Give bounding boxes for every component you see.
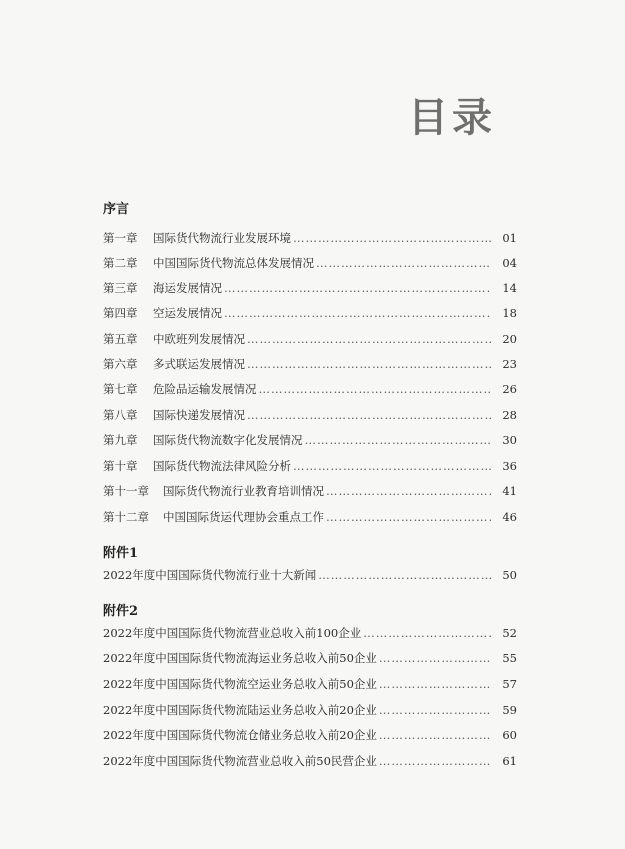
toc-entry-appendix2-6[interactable] bbox=[103, 752, 517, 770]
chapter-number: 第八章 bbox=[103, 408, 138, 422]
dot-leader bbox=[326, 482, 491, 500]
chapter-title: 中国国际货运代理协会重点工作 bbox=[163, 510, 324, 524]
page-number: 46 bbox=[502, 510, 517, 524]
chapter-title: 国际快递发展情况 bbox=[153, 408, 245, 422]
dot-leader bbox=[326, 508, 491, 526]
page-number: 01 bbox=[502, 231, 517, 245]
dot-leader bbox=[247, 355, 491, 373]
chapter-title: 空运发展情况 bbox=[153, 306, 222, 320]
toc-entry-chapter-6[interactable] bbox=[103, 355, 517, 373]
page-title: 目录 bbox=[408, 95, 496, 141]
dot-leader bbox=[224, 304, 491, 322]
dot-leader bbox=[305, 431, 492, 449]
page-number: 14 bbox=[502, 281, 517, 295]
toc-entry-chapter-12[interactable] bbox=[103, 508, 517, 526]
page-number: 57 bbox=[502, 677, 517, 691]
dot-leader bbox=[363, 624, 491, 642]
toc-entry-chapter-4[interactable] bbox=[103, 304, 517, 322]
page-number: 55 bbox=[502, 651, 517, 665]
chapter-number: 第七章 bbox=[103, 382, 138, 396]
toc-entry-chapter-7[interactable] bbox=[103, 380, 517, 398]
chapter-number: 第四章 bbox=[103, 306, 138, 320]
entry-title: 2022年度中国国际货代物流营业总收入前100企业 bbox=[103, 626, 362, 640]
dot-leader bbox=[293, 457, 491, 475]
dot-leader bbox=[379, 726, 491, 744]
page-number: 36 bbox=[502, 459, 517, 473]
chapter-number: 第十一章 bbox=[103, 484, 149, 498]
page-number: 60 bbox=[502, 728, 517, 742]
toc-entry-chapter-5[interactable] bbox=[103, 330, 517, 348]
entry-title: 2022年度中国国际货代物流海运业务总收入前50企业 bbox=[103, 651, 377, 665]
entry-title: 2022年度中国国际货代物流陆运业务总收入前20企业 bbox=[103, 703, 377, 717]
toc-entry-appendix2-2[interactable] bbox=[103, 649, 517, 667]
page-number: 20 bbox=[502, 332, 517, 346]
chapter-number: 第十章 bbox=[103, 459, 138, 473]
entry-title: 2022年度中国国际货代物流行业十大新闻 bbox=[103, 568, 317, 582]
page-number: 04 bbox=[502, 256, 517, 270]
page-number: 52 bbox=[502, 626, 517, 640]
toc-entry-chapter-11[interactable] bbox=[103, 482, 517, 500]
dot-leader bbox=[379, 649, 491, 667]
dot-leader bbox=[379, 675, 491, 693]
preface-heading[interactable]: 序言 bbox=[103, 202, 130, 217]
chapter-number: 第十二章 bbox=[103, 510, 149, 524]
entry-title: 2022年度中国国际货代物流仓储业务总收入前20企业 bbox=[103, 728, 377, 742]
chapter-number: 第五章 bbox=[103, 332, 138, 346]
dot-leader bbox=[318, 566, 491, 584]
chapter-title: 多式联运发展情况 bbox=[153, 357, 245, 371]
chapter-number: 第三章 bbox=[103, 281, 138, 295]
page-number: 26 bbox=[502, 382, 517, 396]
dot-leader bbox=[247, 406, 491, 424]
chapter-title: 海运发展情况 bbox=[153, 281, 222, 295]
page-number: 23 bbox=[502, 357, 517, 371]
page-number: 28 bbox=[502, 408, 517, 422]
chapter-number: 第六章 bbox=[103, 357, 138, 371]
chapter-title: 国际货代物流行业发展环境 bbox=[153, 231, 291, 245]
dot-leader bbox=[379, 701, 491, 719]
dot-leader bbox=[224, 279, 491, 297]
chapter-number: 第二章 bbox=[103, 256, 138, 270]
dot-leader bbox=[316, 254, 491, 272]
chapter-title: 国际货代物流法律风险分析 bbox=[153, 459, 291, 473]
entry-title: 2022年度中国国际货代物流营业总收入前50民营企业 bbox=[103, 754, 377, 768]
dot-leader bbox=[247, 330, 491, 348]
toc-entry-chapter-2[interactable] bbox=[103, 254, 517, 272]
page-number: 41 bbox=[502, 484, 517, 498]
chapter-number: 第九章 bbox=[103, 433, 138, 447]
chapter-title: 国际货代物流数字化发展情况 bbox=[153, 433, 303, 447]
toc-entry-appendix2-5[interactable] bbox=[103, 726, 517, 744]
toc-entry-chapter-3[interactable] bbox=[103, 279, 517, 297]
toc-entry-chapter-8[interactable] bbox=[103, 406, 517, 424]
entry-title: 2022年度中国国际货代物流空运业务总收入前50企业 bbox=[103, 677, 377, 691]
chapter-title: 中欧班列发展情况 bbox=[153, 332, 245, 346]
toc-entry-chapter-1[interactable] bbox=[103, 229, 517, 247]
chapter-title: 中国国际货代物流总体发展情况 bbox=[153, 256, 314, 270]
toc-entry-chapter-10[interactable] bbox=[103, 457, 517, 475]
toc-entry-appendix2-4[interactable] bbox=[103, 701, 517, 719]
page-number: 30 bbox=[502, 433, 517, 447]
page-number: 50 bbox=[502, 568, 517, 582]
page-number: 18 bbox=[502, 306, 517, 320]
toc-entry-chapter-9[interactable] bbox=[103, 431, 517, 449]
dot-leader bbox=[293, 229, 491, 247]
toc-entry-appendix1-1[interactable] bbox=[103, 566, 517, 584]
chapter-number: 第一章 bbox=[103, 231, 138, 245]
page-number: 61 bbox=[502, 754, 517, 768]
toc-entry-appendix2-3[interactable] bbox=[103, 675, 517, 693]
appendix2-heading: 附件2 bbox=[103, 604, 139, 619]
page-number: 59 bbox=[502, 703, 517, 717]
appendix1-heading: 附件1 bbox=[103, 546, 139, 561]
dot-leader bbox=[379, 752, 491, 770]
chapter-title: 危险品运输发展情况 bbox=[153, 382, 257, 396]
chapter-title: 国际货代物流行业教育培训情况 bbox=[163, 484, 324, 498]
dot-leader bbox=[259, 380, 492, 398]
toc-entry-appendix2-1[interactable] bbox=[103, 624, 517, 642]
